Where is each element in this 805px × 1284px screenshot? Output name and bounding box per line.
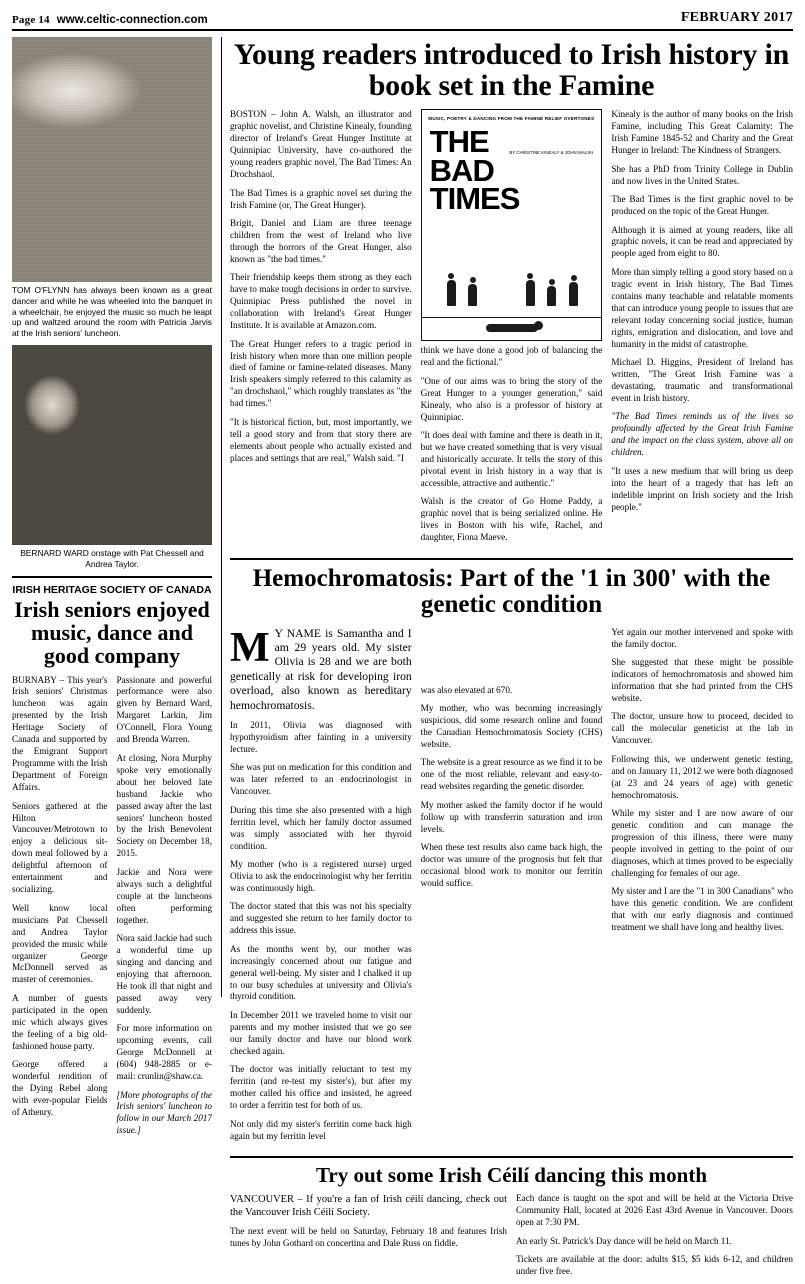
paragraph: Although it is aimed at young readers, like all graphic novels, it can be read and appreciated by people aged from eight to 80. xyxy=(611,224,794,259)
seniors-headline: Irish seniors enjoyed music, dance and good company xyxy=(14,597,210,669)
paragraph: She suggested that these might be possible indicators of hemochromatosis and showed him information that she had printed from the CHS website. xyxy=(611,657,794,703)
book-cover-title xyxy=(429,124,520,217)
right-column xyxy=(221,37,794,1276)
book-cover-authors: BY CHRISTINE KINEALY & JOHN WALSH xyxy=(509,150,594,156)
famine-col-1 xyxy=(230,109,412,550)
seniors-col-1 xyxy=(12,675,108,1144)
paragraph: Well know local musicians Pat Chessell and Andrea Taylor provided the music while organizer George McDonnell served as master of ceremonies. xyxy=(12,902,108,985)
paragraph: The next event will be held on Saturday, February 18 and features Irish tunes by John Gothard on concertina and Dale Russ on fiddle. xyxy=(230,1226,507,1249)
paragraph: A number of guests participated in the open mic which always gives the feeling of a big old-fashioned house party. xyxy=(12,992,108,1051)
paragraph: As the months went by, our mother was increasingly concerned about our fatigue and general well-being. My sister and I chalked it up to our busy schedules at university and Olivia's thyroid condition. xyxy=(230,943,412,1002)
paragraph: For more information on upcoming events, call George McDonnell at (604) 948-2885 or e-mail: crunlin@shaw.ca. xyxy=(116,1023,212,1082)
lead-paragraph: Y NAME is Samantha and I am 29 years old. My sister Olivia is 28 and we are both genetically at risk for developing iron overload, also known as hereditary hemochromatosis. xyxy=(230,626,412,712)
ceili-headline: Try out some Irish Céilí dancing this month xyxy=(315,1162,708,1187)
paragraph: My mother (who is a registered nurse) urged Olivia to ask the endocrinologist why her ferritin was continuously high. xyxy=(230,858,412,893)
drop-cap: M xyxy=(230,624,270,671)
masthead-left xyxy=(12,14,208,26)
paragraph: The website is a great resource as we find it to be one of the most reliable, relevant and easy-to-read websites regarding the genetic disorder. xyxy=(420,757,603,792)
paragraph: Walsh is the creator of Go Home Paddy, a graphic novel that is being serialized online. He lives in Boston with his wife, Rachel, and daughter, Fiona Maeve. xyxy=(420,496,603,543)
divider xyxy=(12,576,212,578)
paragraph: Michael D. Higgins, President of Ireland has written, "The Great Irish Famine was a devastating, traumatic and transformational event in Irish history. xyxy=(611,357,794,403)
hemochromatosis-headline: Hemochromatosis: Part of the '1 in 300' with the genetic condition xyxy=(252,564,771,619)
paragraph: Kinealy is the author of many books on the Irish Famine, including This Great Calamity: The Irish Famine 1845-52 and Charity and the Great Hunger in Ireland: The Kindness of Strangers. xyxy=(611,109,794,156)
paragraph: Tickets are available at the door: adults $15, $5 kids 6-12, and children under five free. xyxy=(516,1254,793,1276)
paragraph: While my sister and I are now aware of our genetic condition and can manage the progression of this illness, there were many people involved in getting to the point of our diagnoses, which at times proved to be especially challenging for females of our age. xyxy=(611,808,794,878)
artwork-figure xyxy=(468,284,477,306)
photo-band-onstage xyxy=(12,345,212,545)
page-content xyxy=(12,37,794,1276)
photo-texture xyxy=(12,345,212,545)
paragraph: The Bad Times is the first graphic novel to be produced on the topic of the Great Hunger. xyxy=(611,194,794,217)
book-title-line-1: THE xyxy=(429,124,489,160)
paragraph: The Great Hunger refers to a tragic period in Irish history when more than one million people died of famine or famine-related diseases. Many Irish speakers simply referred to this calamity as "an drochshaol," which roughly translates as "the bad times." xyxy=(230,338,412,409)
column-spacer xyxy=(421,627,603,685)
book-title-line-2: BAD xyxy=(429,152,494,188)
book-title-line-3: TIMES xyxy=(429,181,520,217)
lead-paragraph: VANCOUVER – If you're a fan of Irish céilí dancing, check out the Vancouver Irish Céilí Society. xyxy=(230,1194,507,1219)
artwork-lying-figure xyxy=(486,324,538,332)
left-column xyxy=(12,37,212,1136)
book-cover-top-text: MUSIC, POETRY & DANCING FROM THE FAMINE RELIEF OVERTONES xyxy=(428,116,595,122)
artwork-figure xyxy=(447,280,456,306)
paragraph: BOSTON – John A. Walsh, an illustrator and graphic novelist, and Christine Kinealy, founding director of Ireland's Great Hunger Institute at Quinnipiac University, have co-authored the young readers graphic novel, The Bad Times: An Drochshaol. xyxy=(230,109,412,180)
paragraph: Yet again our mother intervened and spoke with the family doctor. xyxy=(611,626,794,649)
paragraph: Brigit, Daniel and Liam are three teenage children from the west of Ireland who live through the horrors of the Great Hunger, also known as "the bad times." xyxy=(230,218,412,264)
society-kicker: IRISH HERITAGE SOCIETY OF CANADA xyxy=(12,584,212,597)
paragraph: Their friendship keeps them strong as they each have to make tough decisions in order to survive. Quinnipiac Press published the novel in collaboration with Ireland's Great Hunger Institute. It is available at Amazon.com. xyxy=(230,272,412,331)
paragraph: More than simply telling a good story based on a tragic event in Irish history, The Bad Times contains many teachable and relatable moments that can introduce young people to issues that are relevant today concerning social justice, human rights, emigration and dislocation, and love and humanity in the midst of catastrophe. xyxy=(611,266,794,349)
page-number: Page 14 xyxy=(12,14,50,26)
paragraph: Following this, we underwent genetic testing, and on January 11, 2012 we were both diagnosed (at 23 and 24 years of age) with genetic hemochromatosis. xyxy=(611,753,794,800)
photo-caption-dancing: TOM O'FLYNN has always been known as a great dancer and while he was wheeled into the banquet in a wheelchair, he enjoyed the music so much he leapt up and waltzed around the room with Patricia Jarvis at the Irish seniors' luncheon. xyxy=(12,285,212,338)
hemochromatosis-body xyxy=(230,624,794,1149)
hemo-col-2 xyxy=(421,627,603,1149)
paragraph: George offered a wonderful rendition of the Dying Rebel along with ever-popular Fields of Athenry. xyxy=(12,1059,108,1117)
seniors-body xyxy=(12,675,212,1144)
paragraph: The doctor was initially reluctant to test my ferritin (and re-test my sister's), but after my mother called his office and insisted, he agreed to order a ferritin test for both of us. xyxy=(230,1064,412,1111)
hemo-lead-block xyxy=(230,624,412,713)
artwork-figure xyxy=(526,280,535,306)
paragraph: The doctor stated that this was not his specialty and suggested she return to her family doctor to address this issue. xyxy=(230,901,412,936)
divider xyxy=(230,558,793,560)
paragraph: "It does deal with famine and there is death in it, but we have created something that is very visual and historically accurate. It tells the story of this pivotal event in Irish history in a way that is accessible, attractive and authentic." xyxy=(420,430,603,488)
artwork-figure xyxy=(569,282,578,306)
paragraph: My sister and I are the "1 in 300 Canadians" who have this genetic condition. We are confident that with our early diagnosis and continued treatment we shall have long and healthy lives. xyxy=(611,886,794,933)
issue-date: FEBRUARY 2017 xyxy=(680,10,793,25)
paragraph: "The Bad Times reminds us of the lives so profoundly affected by the Great Irish Famine and the impact on the class system, above all on children. xyxy=(611,411,794,458)
photo-texture xyxy=(12,37,212,282)
artwork-figure xyxy=(547,286,556,306)
paragraph: When these test results also came back high, the doctor was unsure of the prognosis but felt that occasional blood work to monitor our ferritin would suffice. xyxy=(420,842,603,889)
paragraph: "It uses a new medium that will bring us deep into the heart of a tragedy that has left an indelible imprint on Irish society and the Irish people." xyxy=(611,465,794,512)
famine-body xyxy=(230,109,793,550)
paragraph: In 2011, Olivia was diagnosed with hypothyroidism after fainting in a university lecture. xyxy=(230,719,412,754)
paragraph: In December 2011 we traveled home to visit our parents and my mother insisted that we go see our family doctor and have our blood work checked again. xyxy=(230,1009,412,1056)
famine-headline: Young readers introduced to Irish history in book set in the Famine xyxy=(233,38,790,103)
paragraph: Jackie and Nora were always such a delightful couple at the luncheons often performing together. xyxy=(116,866,212,925)
paragraph: Nora said Jackie had such a wonderful time up singing and dancing and enjoying that afternoon. He took ill that night and passed away very suddenly. xyxy=(116,933,212,1015)
famine-col-3 xyxy=(611,109,793,550)
photo-caption-band: BERNARD WARD onstage with Pat Chessell and Andrea Taylor. xyxy=(20,547,204,569)
masthead xyxy=(12,10,793,31)
paragraph: Passionate and powerful performance were also given by Bernard Ward, Margaret Larkin, Jim O'Connell, Flora Young and Brenda Warren. xyxy=(116,674,212,745)
paragraph: Not only did my sister's ferritin come back high again but my ferritin level xyxy=(230,1118,412,1141)
ceili-col-2 xyxy=(516,1193,793,1284)
ceili-body xyxy=(230,1193,793,1284)
famine-col-2 xyxy=(421,109,603,550)
paragraph: My mother, who was becoming increasingly suspicious, did some research online and found the Canadian Hemochromatosis Society (CHS) website. xyxy=(420,703,603,749)
paragraph-editors-note: [More photographs of the Irish seniors' luncheon to follow in our March 2017 issue.] xyxy=(116,1089,212,1136)
paragraph: Each dance is taught on the spot and will be held at the Victoria Drive Community Hall, located at 2026 East 43rd Avenue in Vancouver. Doors open at 7:30 PM. xyxy=(516,1193,793,1228)
paragraph: "It is historical fiction, but, most importantly, we tell a good story and from that story there are elements about people who actually existed and places and settings that are real," Walsh said. "I xyxy=(230,416,412,463)
paragraph: My mother asked the family doctor if he would follow up with transferrin saturation and iron levels. xyxy=(420,799,603,834)
paragraph: The Bad Times is a graphic novel set during the Irish Famine (or, The Great Hunger). xyxy=(230,187,412,210)
website-url[interactable]: www.celtic-connection.com xyxy=(56,14,208,26)
book-cover-image xyxy=(421,109,603,341)
paragraph: She was put on medication for this condition and was later referred to an endocrinologist in Vancouver. xyxy=(230,762,412,797)
paragraph: She has a PhD from Trinity College in Dublin and now lives in the United States. xyxy=(611,163,794,186)
book-cover-artwork xyxy=(422,212,602,340)
photo-seniors-dancing xyxy=(12,37,212,282)
paragraph: The doctor, unsure how to proceed, decided to call the molecular geneticist at the lab in Vancouver. xyxy=(611,711,794,746)
paragraph: At closing, Nora Murphy spoke very emotionally about her beloved late husband Jackie who passed away after the last seniors' luncheon hosted by the Irish Benevolent Society on December 18, 2015. xyxy=(116,752,212,859)
paragraph: BURNABY – This year's Irish seniors' Christmas luncheon was again presented by the Irish Heritage Society of Canada and supported by the Emigrant Support Programme with the Irish Department of Foreign Affairs. xyxy=(12,674,108,793)
artwork-ground-line xyxy=(422,317,602,318)
paragraph: "One of our aims was to bring the story of the Great Hunger to a younger generation," said Kinealy, who also is a professor of history at Quinnipiac. xyxy=(420,375,603,422)
paragraph: During this time she also presented with a high ferritin level, which her family doctor assumed was simply associated with her thyroid condition. xyxy=(230,804,412,851)
ceili-col-1 xyxy=(230,1193,507,1284)
paragraph: was also elevated at 670. xyxy=(420,684,513,695)
hemo-col-3 xyxy=(611,627,793,1149)
paragraph: think we have done a good job of balancing the real and the fictional." xyxy=(420,345,603,368)
hemo-col-1 xyxy=(230,624,412,1149)
paragraph: An early St. Patrick's Day dance will be held on March 11. xyxy=(516,1235,732,1246)
paragraph: Seniors gathered at the Hilton Vancouver/Metrotown to enjoy a delicious sit-down meal followed by a delightful afternoon of entertainment and socializing. xyxy=(12,800,108,895)
seniors-col-2 xyxy=(117,675,213,1144)
divider xyxy=(230,1156,793,1158)
